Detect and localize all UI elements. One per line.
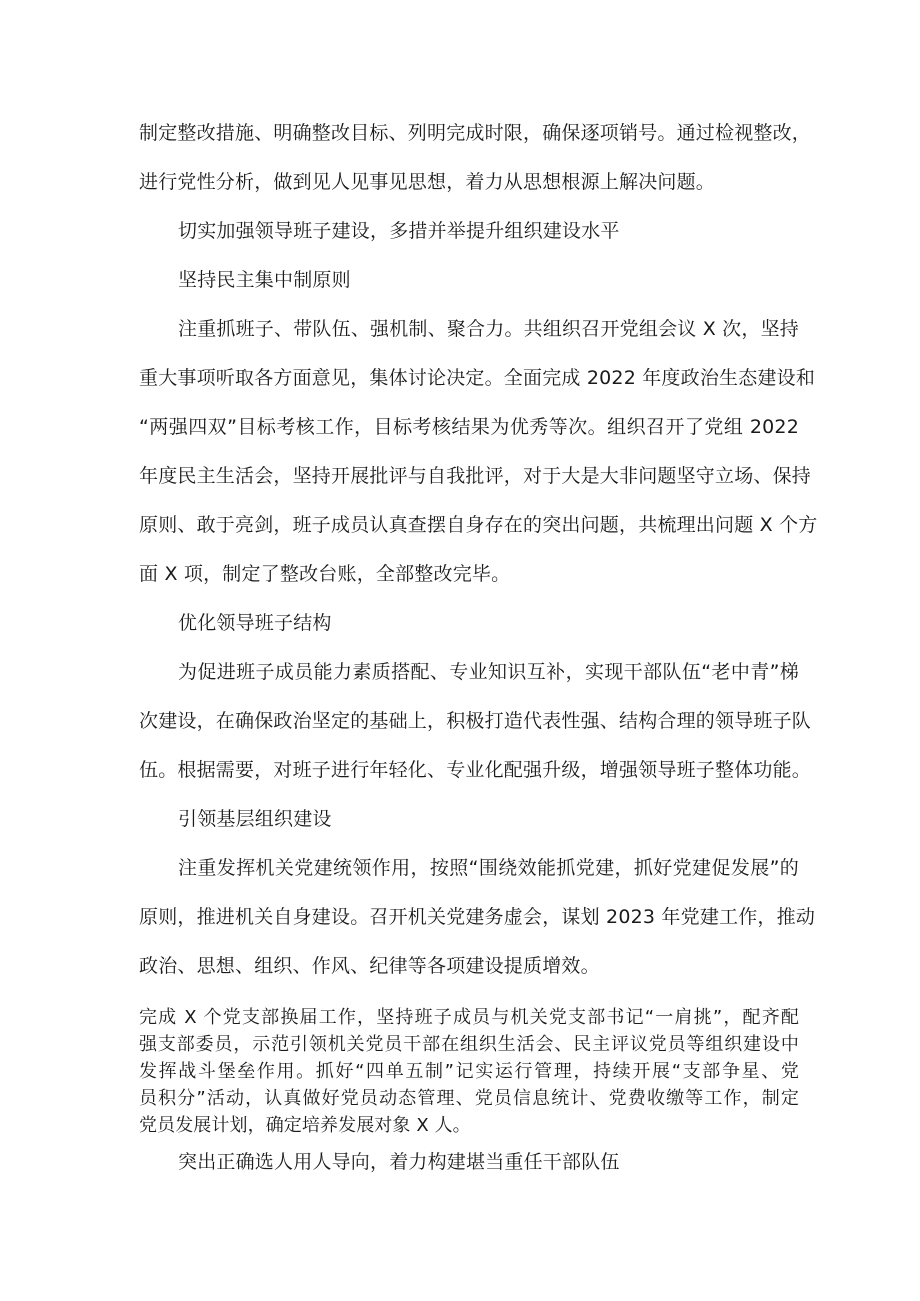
subsection-heading: 引领基层组织建设 bbox=[178, 808, 332, 830]
paragraph-line: 政治、思想、组织、作风、纪律等各项建设提质增效。 bbox=[139, 955, 600, 977]
paragraph-line: 面 X 项，制定了整改台账，全部整改完毕。 bbox=[139, 563, 511, 585]
section-heading: 突出正确选人用人导向，着力构建堪当重任干部队伍 bbox=[178, 1151, 620, 1173]
paragraph-block bbox=[139, 1004, 799, 1139]
paragraph-line: 注重发挥机关党建统领作用，按照“围绕效能抓党建，抓好党建促发展”的 bbox=[178, 857, 799, 879]
paragraph-line: 年度民主生活会，坚持开展批评与自我批评，对于大是大非问题坚守立场、保持 bbox=[139, 465, 812, 487]
paragraph-line: 党员发展计划，确定培养发展对象 X 人。 bbox=[139, 1115, 471, 1136]
paragraph-line: 制定整改措施、明确整改目标、列明完成时限，确保逐项销号。通过检视整改， bbox=[139, 122, 812, 144]
paragraph-line: 重大事项听取各方面意见，集体讨论决定。全面完成 2022 年度政治生态建设和 bbox=[139, 367, 816, 389]
paragraph-line: 进行党性分析，做到见人见事见思想，着力从思想根源上解决问题。 bbox=[139, 171, 716, 193]
paragraph-line: 注重抓班子、带队伍、强机制、聚合力。共组织召开党组会议 X 次，坚持 bbox=[178, 318, 799, 340]
paragraph-line: 原则，推进机关自身建设。召开机关党建务虚会，谋划 2023 年党建工作，推动 bbox=[139, 906, 816, 928]
paragraph-line: 伍。根据需要，对班子进行年轻化、专业化配强升级，增强领导班子整体功能。 bbox=[139, 759, 812, 781]
paragraph-line: 次建设，在确保政治坚定的基础上，积极打造代表性强、结构合理的领导班子队 bbox=[139, 710, 812, 732]
subsection-heading: 优化领导班子结构 bbox=[178, 612, 332, 634]
paragraph-line: 员积分”活动，认真做好党员动态管理、党员信息统计、党费收缴等工作，制定 bbox=[139, 1088, 799, 1109]
paragraph-line: 为促进班子成员能力素质搭配、专业知识互补，实现干部队伍“老中青”梯 bbox=[178, 661, 799, 683]
section-heading: 切实加强领导班子建设，多措并举提升组织建设水平 bbox=[178, 220, 620, 242]
paragraph-line: 发挥战斗堡垒作用。抓好“四单五制”记实运行管理，持续开展“支部争星、党 bbox=[139, 1061, 799, 1082]
subsection-heading: 坚持民主集中制原则 bbox=[178, 269, 351, 291]
paragraph-line: 强支部委员，示范引领机关党员干部在组织生活会、民主评议党员等组织建设中 bbox=[139, 1034, 799, 1055]
paragraph-line: 原则、敢于亮剑，班子成员认真查摆自身存在的突出问题，共梳理出问题 X 个方 bbox=[139, 514, 818, 536]
paragraph-line: “两强四双”目标考核工作，目标考核结果为优秀等次。组织召开了党组 2022 bbox=[139, 416, 799, 438]
paragraph-line: 完成 X 个党支部换届工作，坚持班子成员与机关党支部书记“一肩挑”，配齐配 bbox=[139, 1007, 799, 1028]
